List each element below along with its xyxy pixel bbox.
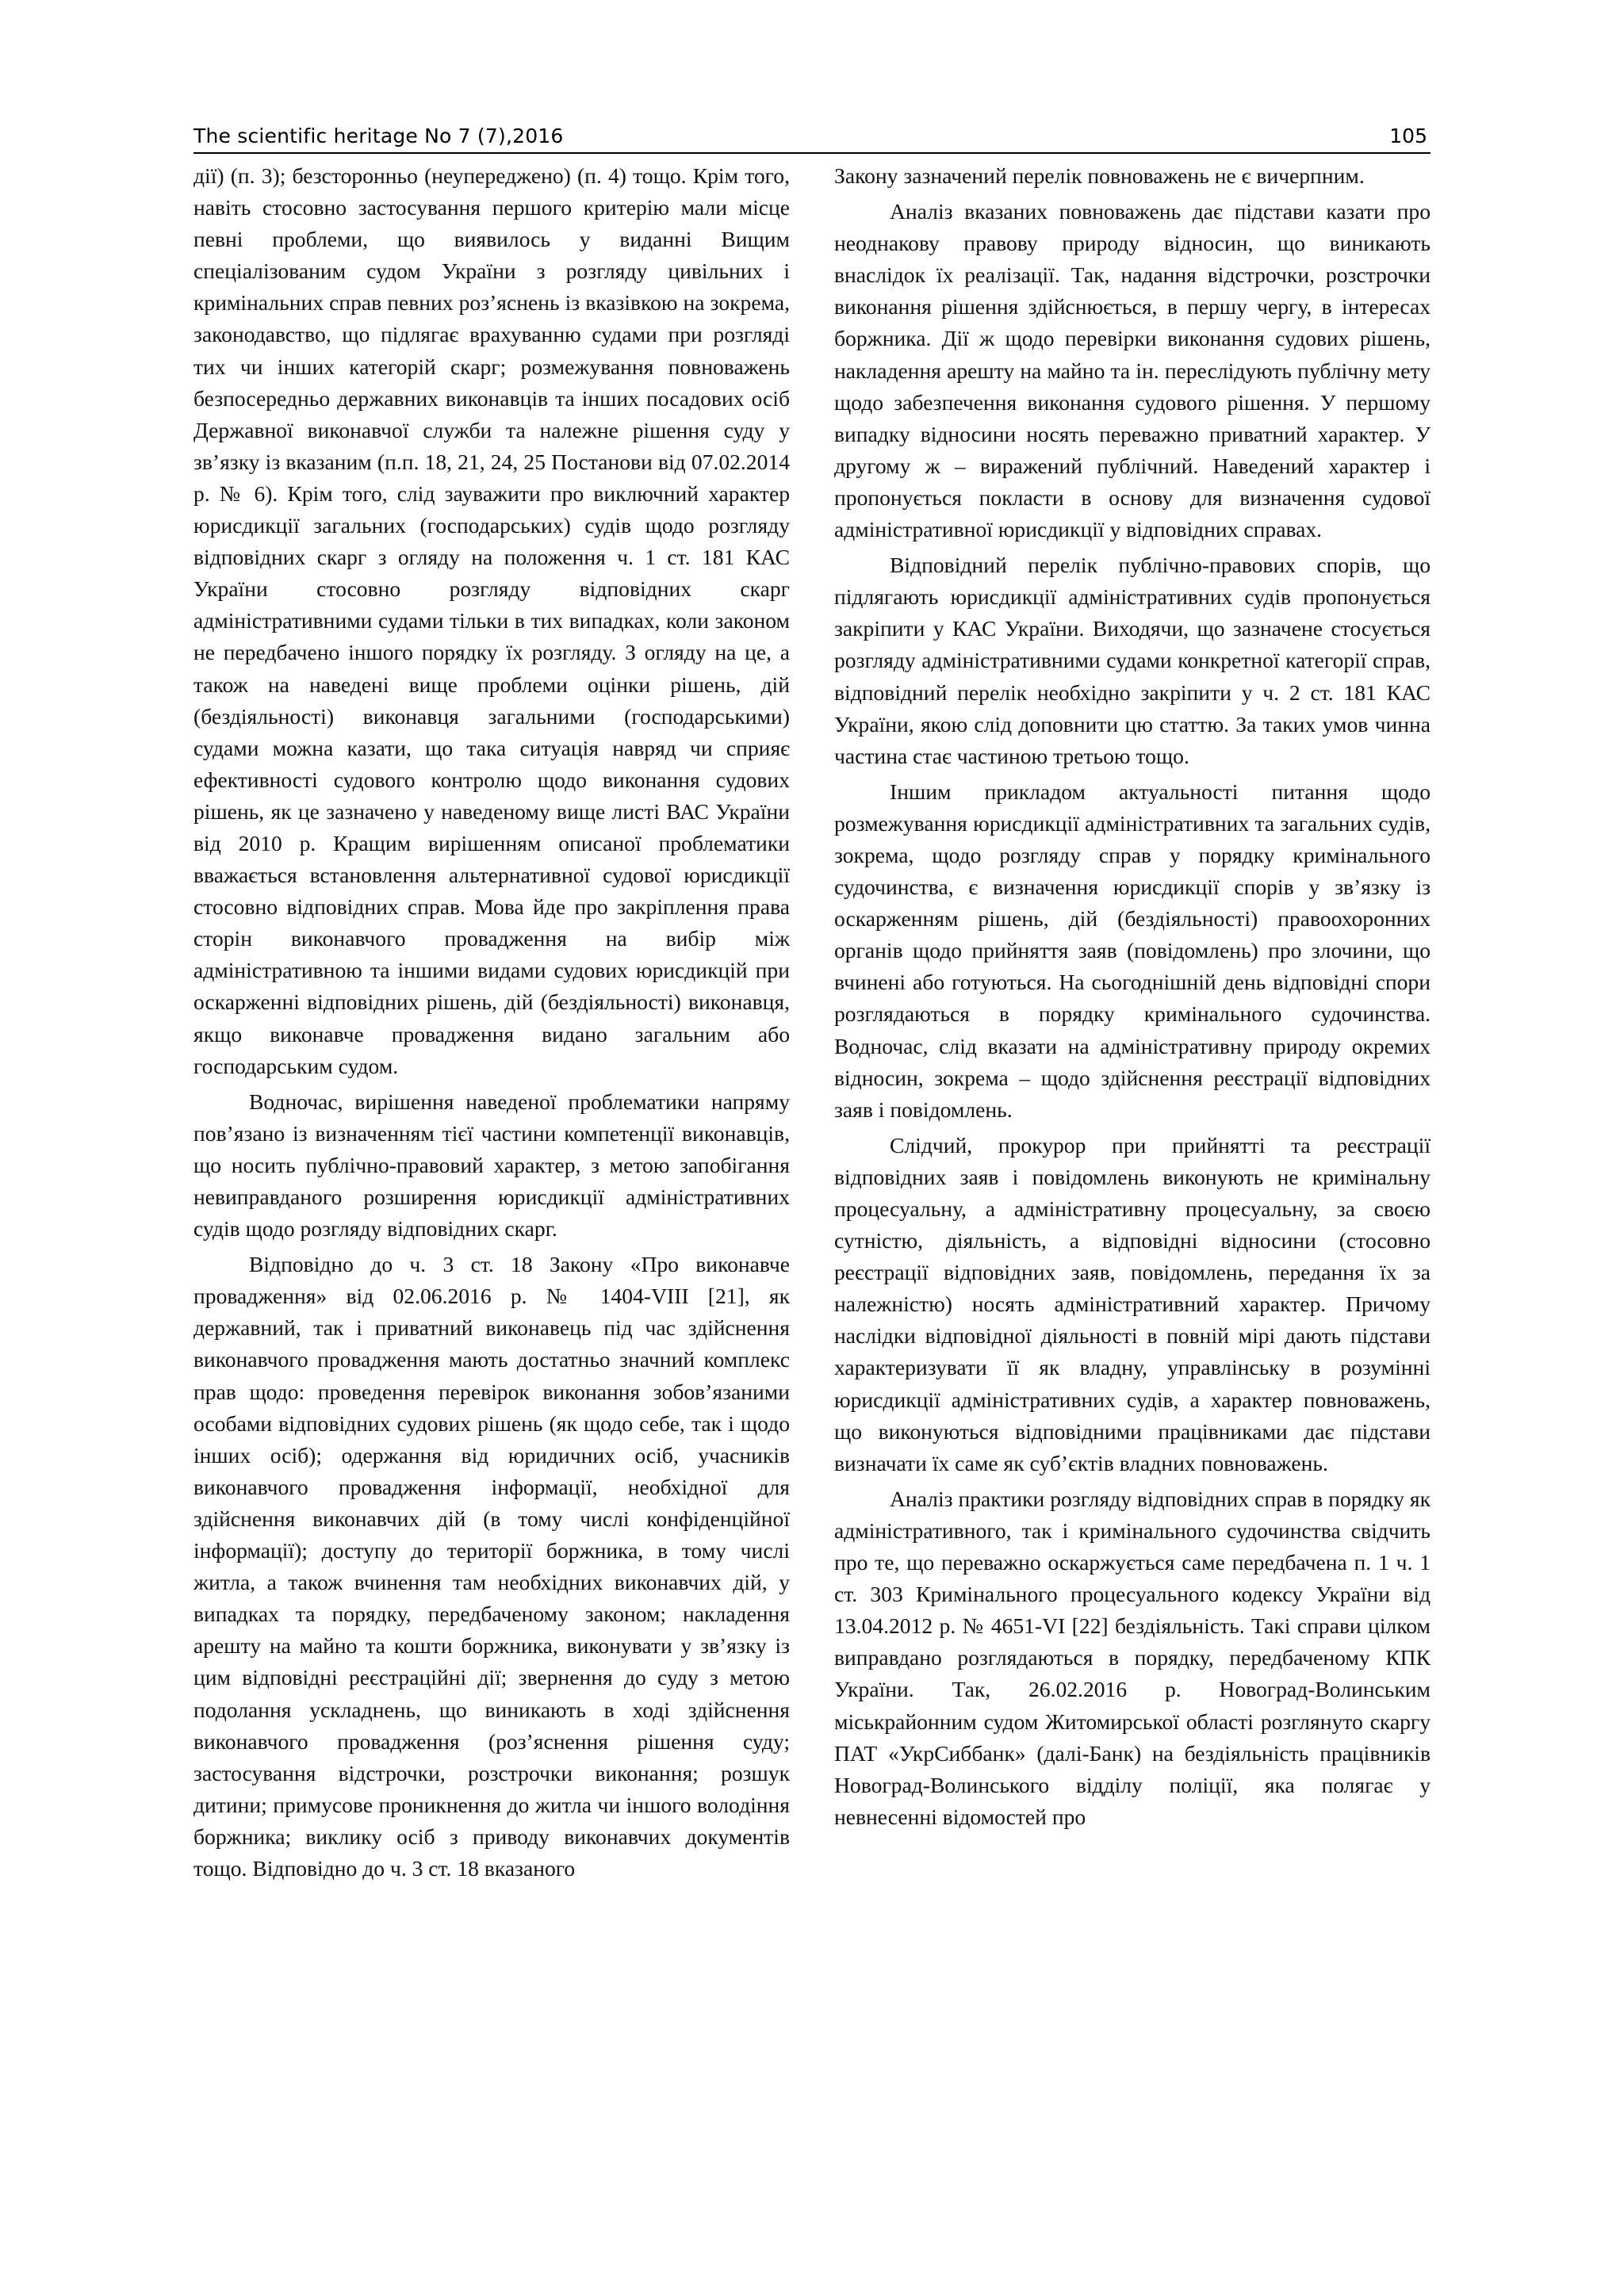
paragraph: Аналіз практики розгляду відповідних справ в порядку як адміністративного, так і кримінального судочинства свідчить про те, що переважно оскаржується саме передбачена п. 1 ч. 1 ст. 303 Кримінального процесуального кодексу України від 13.04.2012 р. № 4651-VI [22] бездіяльність. Такі справи цілком виправдано розглядаються в порядку, передбаченому КПК України. Так, 26.02.2016 р. Новоград-Волинським міськрайонним судом Житомирської області розглянуто скаргу ПАТ «УкрСиббанк» (далі-Банк) на бездіяльність працівників Новоград-Волинського відділу поліції, яка полягає у невнесенні відомостей про bbox=[834, 1486, 1431, 1829]
paragraph: Слідчий, прокурор при прийнятті та реєстрації відповідних заяв і повідомлень виконують не кримінальну процесуальну, а адміністративну процесуальну, за своєю сутністю, діяльність, а відповідні відносини (стосовно реєстрації відповідних заяв, повідомлень, передання їх за належністю) носять адміністративний характер. Причому наслідки відповідної діяльності в повній мірі дають підстави характеризувати її як владну, управлінську в розумінні юрисдикції адміністративних судів, а характер повноважень, що виконуються відповідними працівниками дає підстави визначати їх саме як суб’єктів владних повноважень. bbox=[834, 1132, 1431, 1475]
paragraph: Закону зазначений перелік повноважень не є вичерпним. bbox=[834, 163, 1365, 188]
journal-title: The scientific heritage No 7 (7),2016 bbox=[193, 124, 564, 147]
paragraph: Аналіз вказаних повноважень дає підстави казати про неоднакову правову природу відносин, що виникають внаслідок їх реалізації. Так, надання відстрочки, розстрочки виконання рішення здійснюється, в першу чергу, в інтересах боржника. Дії ж щодо перевірки виконання судових рішень, накладення арешту на майно та ін. переслідують публічну мету щодо забезпечення виконання судового рішення. У першому випадку відносини носять переважно приватний характер. У другому ж – виражений публічний. Наведений характер і пропонується покласти в основу для визначення судової адміністративної юрисдикції у відповідних справах. bbox=[834, 199, 1431, 542]
page-number: 105 bbox=[1389, 124, 1427, 147]
paragraph: Водночас, вирішення наведеної проблематики напряму пов’язано із визначенням тієї частини компетенції виконавців, що носить публічно-правовий характер, з метою запобігання невиправданого розширення юрисдикції адміністративних судів щодо розгляду відповідних скарг. bbox=[193, 1089, 790, 1242]
left-column bbox=[193, 160, 790, 1888]
paragraph: Відповідно до ч. 3 ст. 18 Закону «Про виконавче провадження» від 02.06.2016 р. № 1404-VIII [21], як державний, так і приватний виконавець під час здійснення виконавчого провадження мають достатньо значний комплекс прав щодо: проведення перевірок виконання зобов’язаними особами відповідних судових рішень (як щодо себе, так і щодо інших осіб); одержання від юридичних осіб, учасників виконавчого провадження інформації, необхідної для здійснення виконавчих дій (в тому числі конфіденційної інформації); доступу до території боржника, в тому числі житла, а також вчинення там необхідних виконавчих дій, у випадках та порядку, передбаченому законом; накладення арешту на майно та кошти боржника, виконувати у зв’язку із цим відповідні реєстраційні дії; звернення до суду з метою подолання ускладнень, що виникають в ході здійснення виконавчого провадження (роз’яснення рішення суду; застосування відстрочки, розстрочки виконання; розшук дитини; примусове проникнення до житла чи іншого володіння боржника; виклику осіб з приводу виконавчих документів тощо. Відповідно до ч. 3 ст. 18 вказаного bbox=[193, 1252, 790, 1881]
paragraph: Відповідний перелік публічно-правових спорів, що підлягають юрисдикції адміністративних судів пропонується закріпити у КАС України. Виходячи, що зазначене стосується розгляду адміністративними судами конкретної категорії справ, відповідний перелік необхідно закріпити у ч. 2 ст. 181 КАС України, якою слід доповнити цю статтю. За таких умов чинна частина стає частиною третьою тощо. bbox=[834, 553, 1431, 768]
running-header bbox=[193, 116, 1431, 154]
right-column bbox=[834, 160, 1431, 1837]
paragraph: дії) (п. 3); безсторонньо (неупереджено) (п. 4) тощо. Крім того, навіть стосовно застосування першого критерію мали місце певні проблеми, що виявилось у виданні Вищим спеціалізованим судом України з розгляду цивільних і кримінальних справ певних роз’яснень із вказівкою на зокрема, законодавство, що підлягає врахуванню судами при розгляді тих чи інших категорій скарг; розмежування повноважень безпосередньо державних виконавців та інших посадових осіб Державної виконавчої служби та належне рішення суду у зв’язку із вказаним (п.п. 18, 21, 24, 25 Постанови від 07.02.2014 р. № 6). Крім того, слід зауважити про виключний характер юрисдикції загальних (господарських) судів щодо розгляду відповідних скарг з огляду на положення ч. 1 ст. 181 КАС України стосовно розгляду відповідних скарг адміністративними судами тільки в тих випадках, коли законом не передбачено іншого порядку їх розгляду. З огляду на це, а також на наведені вище проблеми оцінки рішень, дій (бездіяльності) виконавця загальними (господарськими) судами можна казати, що така ситуація навряд чи сприяє ефективності судового контролю щодо виконання судових рішень, як це зазначено у наведеному вище листі ВАС України від 2010 р. Кращим вирішенням описаної проблематики вважається встановлення альтернативної судової юрисдикції стосовно відповідних справ. Мова йде про закріплення права сторін виконавчого провадження на вибір між адміністративною та іншими видами судових юрисдикцій при оскарженні відповідних рішень, дій (бездіяльності) виконавця, якщо виконавче провадження видано загальним або господарським судом. bbox=[193, 163, 790, 1078]
paragraph: Іншим прикладом актуальності питання щодо розмежування юрисдикції адміністративних та загальних судів, зокрема, щодо розгляду справ у порядку кримінального судочинства, є визначення юрисдикції спорів у зв’язку із оскарженням рішень, дій (бездіяльності) правоохоронних органів щодо прийняття заяв (повідомлень) про злочини, що вчинені або готуються. На сьогоднішній день відповідні спори розглядаються в порядку кримінального судочинства. Водночас, слід вказати на адміністративну природу окремих відносин, зокрема – щодо здійснення реєстрації відповідних заяв і повідомлень. bbox=[834, 779, 1431, 1122]
